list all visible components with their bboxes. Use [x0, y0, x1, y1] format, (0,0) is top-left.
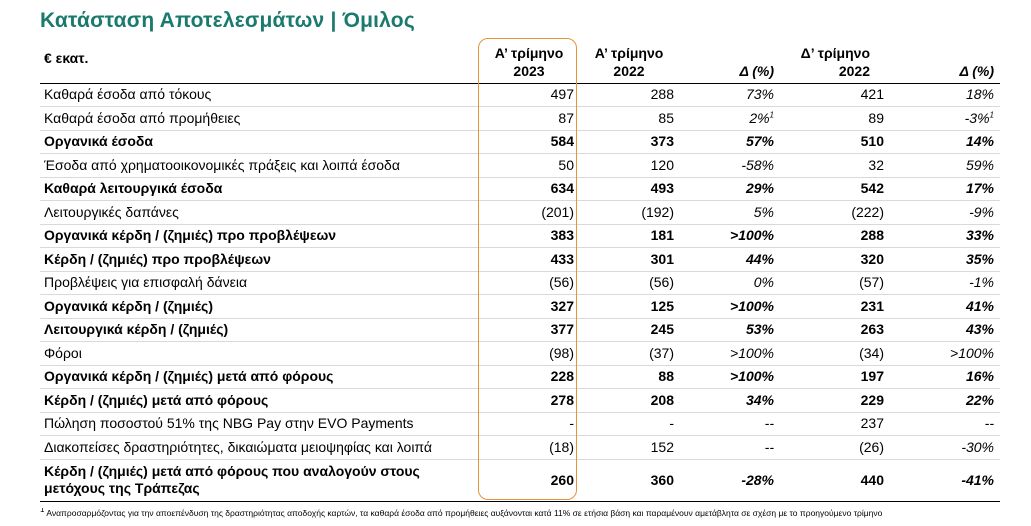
value-q1-2023: - — [569, 415, 574, 432]
value-delta-qoq: 33% — [965, 227, 994, 244]
table-row — [40, 342, 1000, 366]
value-q4-2022: 510 — [860, 133, 884, 150]
value-q4-2022: (57) — [859, 274, 884, 291]
value-q1-2023: 383 — [550, 227, 574, 244]
value-delta-yoy: 44% — [745, 250, 774, 267]
table-row — [40, 201, 1000, 225]
table-row — [40, 389, 1000, 413]
table-row — [40, 224, 1000, 248]
value-delta-yoy: 73% — [745, 86, 774, 103]
value-q1-2023: 260 — [550, 471, 574, 488]
value-delta-yoy: >100% — [730, 227, 774, 244]
value-q4-2022: (26) — [859, 438, 884, 455]
table-row-total — [40, 459, 1000, 501]
value-delta-yoy: -- — [764, 415, 774, 432]
value-delta-qoq: >100% — [950, 344, 994, 361]
table-row — [40, 107, 1000, 131]
footnote — [40, 508, 1010, 518]
value-q1-2023: (201) — [541, 203, 574, 220]
value-q1-2022: (192) — [641, 203, 674, 220]
page-title: Κατάσταση Αποτελεσμάτων | Όμιλος — [40, 9, 415, 32]
value-delta-yoy: >100% — [730, 344, 774, 361]
value-delta-qoq: 14% — [965, 133, 994, 150]
row-label: Κέρδη / (ζημιές) μετά από φόρους που αναλογούν στους μετόχους της Τράπεζας — [44, 463, 420, 496]
value-q1-2023: (98) — [549, 344, 574, 361]
value-q4-2022: 440 — [860, 471, 884, 488]
footnote-text: Αναπροσαρμόζοντας για την αποεπένδυση της δραστηριότητας αποδοχής καρτών, τα καθαρά έσοδα από προμήθειες αυξάνονται κατά 11% σε ετήσια βάση και παραμένουν αμετάβλητα σε σχέση με το προηγούμενο τρίμηνο — [46, 508, 883, 518]
value-q1-2023: 278 — [550, 391, 574, 408]
header-delta-yoy: Δ (%) — [680, 40, 780, 83]
header-q1-2023: Α’ τρίμηνο 2023 — [480, 40, 580, 83]
row-label: Οργανικά κέρδη / (ζημιές) μετά από φόρους — [44, 368, 334, 385]
value-q1-2022: 288 — [650, 86, 674, 103]
footnote-marker: 1 — [40, 508, 45, 515]
value-delta-qoq: 16% — [965, 368, 994, 385]
value-delta-qoq: -9% — [969, 203, 994, 220]
value-q1-2023: 433 — [550, 250, 574, 267]
header-q1-2022: Α’ τρίμηνο 2022 — [580, 40, 680, 83]
value-delta-yoy: >100% — [730, 368, 774, 385]
row-label: Λειτουργικές δαπάνες — [44, 203, 179, 220]
value-q1-2022: 373 — [650, 133, 674, 150]
value-q1-2023: 87 — [558, 109, 574, 126]
value-delta-qoq: -- — [984, 415, 994, 432]
row-label: Πώληση ποσοστού 51% της NBG Pay στην EVO Payments — [44, 415, 414, 432]
table-row — [40, 412, 1000, 436]
header-delta-qoq: Δ (%) — [890, 40, 1000, 83]
table-row — [40, 248, 1000, 272]
value-delta-qoq: -3%$^1$ — [964, 109, 994, 126]
income-statement-table — [40, 40, 1000, 502]
row-label: Κέρδη / (ζημιές) μετά από φόρους — [44, 391, 269, 408]
value-delta-yoy: 57% — [745, 133, 774, 150]
value-q1-2023: 228 — [550, 368, 574, 385]
value-delta-qoq: -41% — [961, 471, 994, 488]
row-label: Καθαρά έσοδα από τόκους — [44, 86, 212, 103]
row-label: Οργανικά κέρδη / (ζημιές) — [44, 297, 213, 314]
value-q1-2022: 360 — [650, 471, 674, 488]
value-delta-qoq: 35% — [965, 250, 994, 267]
value-delta-qoq: 43% — [965, 321, 994, 338]
value-q4-2022: 229 — [860, 391, 884, 408]
value-q1-2023: 50 — [558, 156, 574, 173]
value-delta-yoy: -- — [764, 438, 774, 455]
value-q4-2022: 288 — [860, 227, 884, 244]
value-q1-2022: 152 — [650, 438, 674, 455]
row-label: Οργανικά έσοδα — [44, 133, 153, 150]
header-q4-2022: Δ’ τρίμηνο 2022 — [780, 40, 890, 83]
table-row — [40, 436, 1000, 460]
table-row — [40, 154, 1000, 178]
value-delta-yoy: 2%$^1$ — [749, 109, 774, 126]
table-row — [40, 130, 1000, 154]
value-delta-yoy: 5% — [753, 203, 774, 220]
value-q1-2023: 327 — [550, 297, 574, 314]
row-label: Φόροι — [44, 344, 82, 361]
row-label: Έσοδα από χρηματοοικονομικές πράξεις και λοιπά έσοδα — [44, 156, 400, 173]
value-q1-2023: 497 — [550, 86, 574, 103]
table-row — [40, 365, 1000, 389]
value-q1-2022: 181 — [650, 227, 674, 244]
value-q1-2023: 377 — [550, 321, 574, 338]
value-delta-yoy: >100% — [730, 297, 774, 314]
value-delta-yoy: -28% — [741, 471, 774, 488]
table-body — [40, 83, 1000, 501]
row-label: Λειτουργικά κέρδη / (ζημιές) — [44, 321, 229, 338]
value-delta-qoq: 41% — [965, 297, 994, 314]
value-delta-qoq: 59% — [965, 156, 994, 173]
value-q1-2023: (18) — [549, 438, 574, 455]
value-delta-yoy: 53% — [745, 321, 774, 338]
value-q4-2022: 542 — [860, 180, 884, 197]
value-q1-2022: 245 — [650, 321, 674, 338]
value-q1-2023: (56) — [549, 274, 574, 291]
value-delta-yoy: 29% — [745, 180, 774, 197]
value-q1-2023: 584 — [550, 133, 574, 150]
value-q1-2022: 208 — [650, 391, 674, 408]
row-label: Καθαρά έσοδα από προμήθειες — [44, 109, 241, 126]
value-delta-qoq: -30% — [961, 438, 994, 455]
value-q1-2022: 88 — [658, 368, 674, 385]
value-q4-2022: 231 — [860, 297, 884, 314]
value-q1-2022: 120 — [650, 156, 674, 173]
table-row — [40, 318, 1000, 342]
header-currency-label: € εκατ. — [40, 40, 480, 83]
value-delta-yoy: 0% — [753, 274, 774, 291]
row-label: Καθαρά λειτουργικά έσοδα — [44, 180, 223, 197]
value-delta-qoq: -1% — [969, 274, 994, 291]
table-header — [40, 40, 1000, 83]
value-q1-2022: 301 — [650, 250, 674, 267]
footnote-ref: 1 — [989, 110, 994, 120]
value-q1-2022: (56) — [649, 274, 674, 291]
value-q4-2022: 237 — [860, 415, 884, 432]
footnote-ref: 1 — [769, 110, 774, 120]
value-q1-2022: - — [669, 415, 674, 432]
value-q4-2022: 421 — [860, 86, 884, 103]
value-q1-2022: 85 — [658, 109, 674, 126]
row-label: Κέρδη / (ζημιές) προ προβλέψεων — [44, 250, 271, 267]
value-q4-2022: 197 — [860, 368, 884, 385]
value-q1-2022: 493 — [650, 180, 674, 197]
table-row — [40, 177, 1000, 201]
table-row — [40, 295, 1000, 319]
value-q4-2022: 32 — [868, 156, 884, 173]
value-delta-qoq: 22% — [965, 391, 994, 408]
value-delta-yoy: 34% — [745, 391, 774, 408]
value-q4-2022: 320 — [860, 250, 884, 267]
value-q4-2022: (222) — [851, 203, 884, 220]
row-label: Διακοπείσες δραστηριότητες, δικαιώματα μειοψηφίας και λοιπά — [44, 438, 432, 455]
table-row — [40, 271, 1000, 295]
value-delta-yoy: -58% — [741, 156, 774, 173]
value-q4-2022: 89 — [868, 109, 884, 126]
value-delta-qoq: 17% — [965, 180, 994, 197]
table-row — [40, 83, 1000, 107]
value-q1-2022: 125 — [650, 297, 674, 314]
row-label: Οργανικά κέρδη / (ζημιές) προ προβλέψεων — [44, 227, 337, 244]
row-label: Προβλέψεις για επισφαλή δάνεια — [44, 274, 248, 291]
value-delta-qoq: 18% — [965, 86, 994, 103]
value-q4-2022: (34) — [859, 344, 884, 361]
value-q1-2022: (37) — [649, 344, 674, 361]
value-q4-2022: 263 — [860, 321, 884, 338]
value-q1-2023: 634 — [550, 180, 574, 197]
